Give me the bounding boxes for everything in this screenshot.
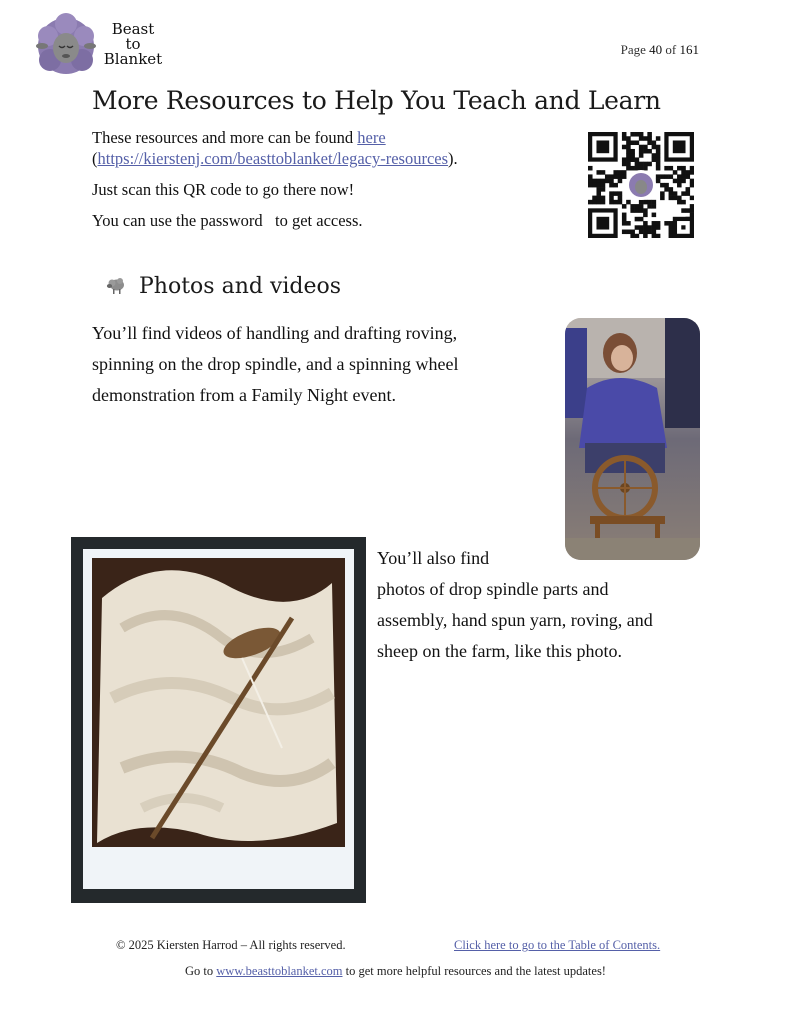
paragraph-line: photos of drop spindle parts and [377, 579, 609, 599]
paragraph-line: sheep on the farm, like this photo. [377, 641, 622, 661]
here-link[interactable]: here [357, 128, 386, 147]
paragraph-line: You’ll also find [377, 548, 490, 568]
photos-paragraph [377, 543, 757, 667]
logo-line: to [125, 35, 141, 53]
intro-line-2 [92, 149, 458, 169]
intro-text: These resources and more can be found [92, 128, 358, 147]
photo-mat [83, 549, 354, 889]
page-number [621, 42, 699, 58]
paragraph-line: You’ll find videos of handling and drafting roving, [92, 323, 458, 343]
page-total: 161 [679, 42, 699, 57]
videos-paragraph [92, 318, 532, 411]
page-of: of [665, 42, 677, 57]
paragraph-line: spinning on the drop spindle, and a spinning wheel [92, 354, 459, 374]
paren-open: ( [92, 149, 98, 168]
footer-updates [0, 964, 791, 979]
logo-line: Blanket [103, 50, 163, 68]
logo-text [98, 22, 168, 67]
password-text: You can use the password to get access. [92, 211, 363, 230]
intro-line-1 [92, 128, 386, 148]
spinning-wheel-photo [565, 318, 700, 560]
sheep-icon [106, 277, 126, 295]
table-of-contents-link[interactable]: Click here to go to the Table of Contents. [454, 938, 661, 952]
page-title: More Resources to Help You Teach and Learn [92, 86, 661, 115]
footer-go-to: Go to [185, 964, 217, 978]
scan-text: Just scan this QR code to go there now! [92, 180, 355, 199]
paren-close: ). [448, 149, 458, 168]
roving-spindle-photo [92, 558, 345, 847]
paragraph-line: assembly, hand spun yarn, roving, and [377, 610, 653, 630]
qr-sheep-logo [626, 170, 656, 200]
resources-url-link[interactable]: https://kierstenj.com/beasttoblanket/legacy-resources [97, 149, 449, 168]
sheep-logo-icon [34, 12, 98, 78]
qr-code-icon[interactable] [588, 132, 694, 238]
brand-logo [34, 12, 164, 80]
logo-line: Beast [111, 20, 155, 38]
copyright-text: © 2025 Kiersten Harrod – All rights reserved. [116, 938, 346, 952]
footer-tail: to get more helpful resources and the latest updates! [342, 964, 606, 978]
site-link[interactable]: www.beasttoblanket.com [216, 964, 343, 978]
paragraph-line: demonstration from a Family Night event. [92, 385, 396, 405]
section-title: Photos and videos [139, 274, 342, 299]
page-label: Page [620, 42, 646, 57]
page-current: 40 [649, 42, 663, 57]
roving-photo-frame [71, 537, 366, 903]
